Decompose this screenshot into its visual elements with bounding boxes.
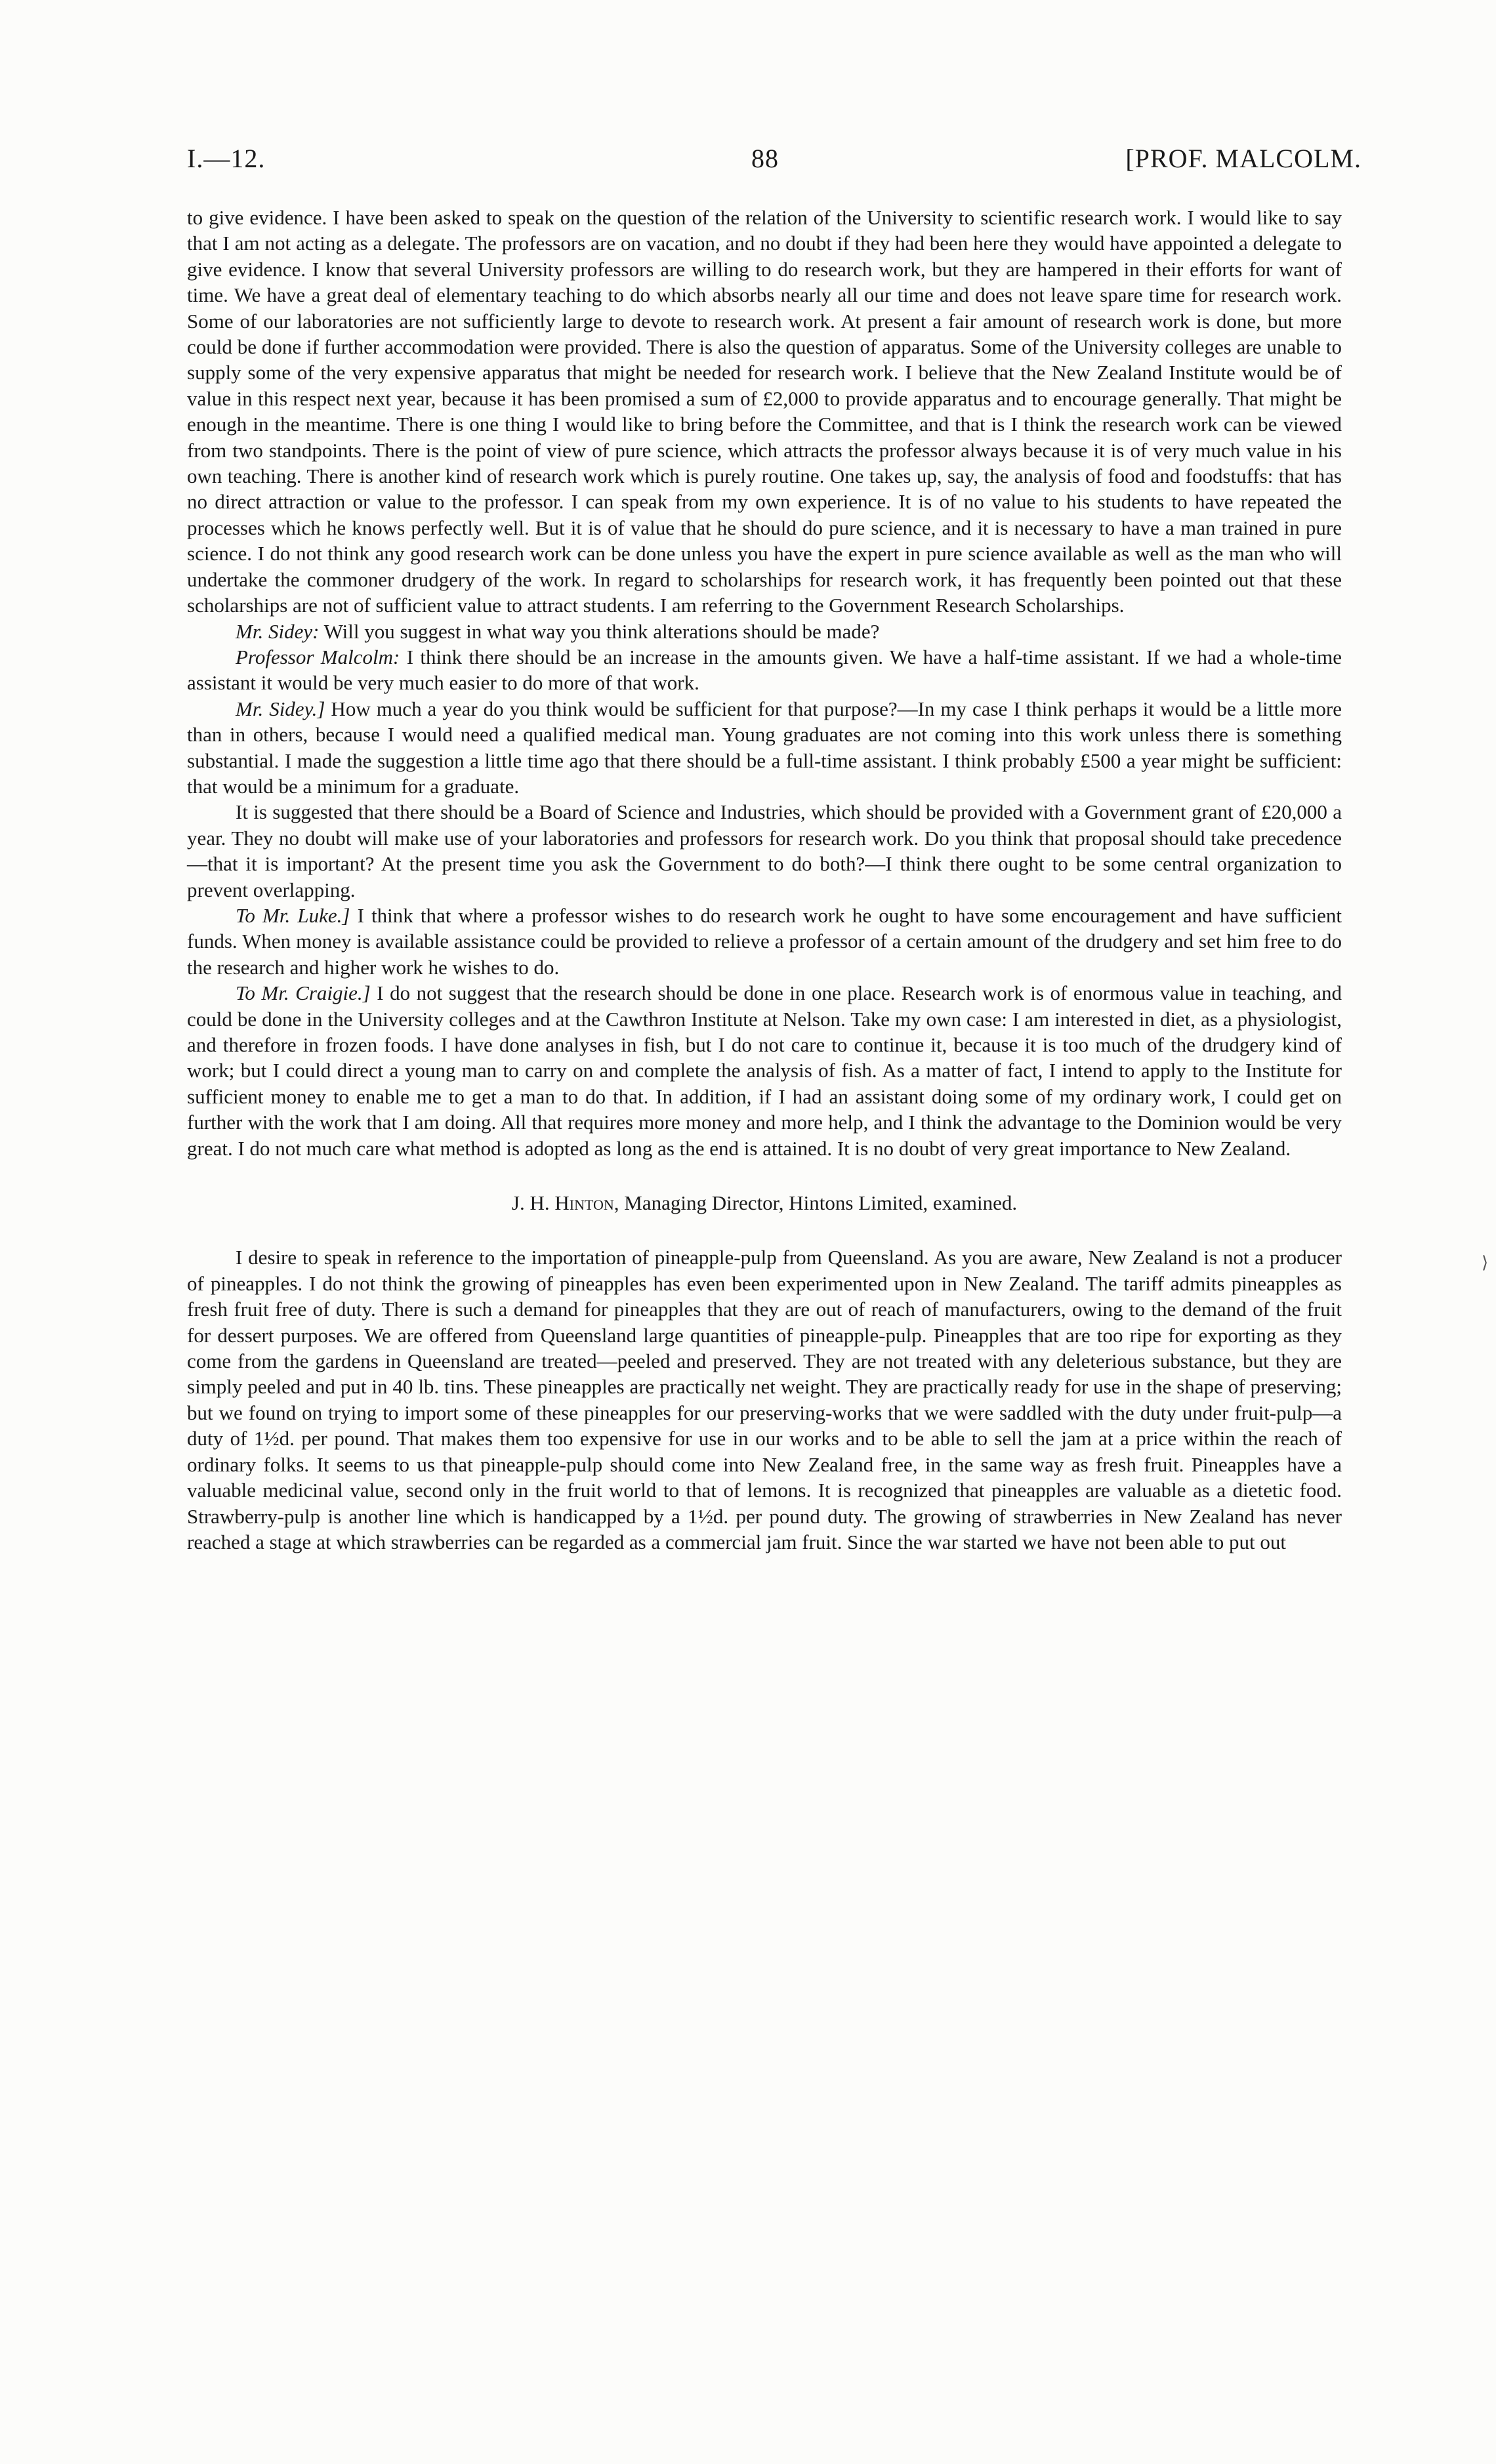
page-number: 88 <box>751 144 779 173</box>
paragraph-text: I do not suggest that the research should be done in one place. Research work is of enormous value in teaching, and could be done in the University colleges and at the Cawthron Institute at Nelson. Take my own case: I am interested in diet, as a physiologist, and therefore in frozen foods. I have done analyses in fish, but I do not care to continue it, because it is too much of the drudgery kind of work; but I could direct a young man to carry on and complete the analysis of fish. As a matter of fact, I intend to apply to the Institute for sufficient money to enable me to get a man to do that. In addition, if I had an assistant doing some of my ordinary work, I could get on further with the work that I am doing. All that requires more money and more help, and I think the advantage to the Dominion would be very great. I do not much care what method is adopted as long as the end is attained. It is no doubt of very great importance to New Zealand. <box>187 981 1342 1160</box>
speaker-label: Professor Malcolm: <box>236 645 400 668</box>
witness-heading <box>187 1190 1342 1216</box>
speaker-label: Mr. Sidey.] <box>236 697 325 720</box>
paragraph: I desire to speak in reference to the importation of pineapple-pulp from Queensland. As you are aware, New Zealand is not a producer of pineapples. I do not think the growing of pineapples has even been experimented upon in New Zealand. The tariff admits pineapples as fresh fruit free of duty. There is such a demand for pineapples that they are out of reach of manufacturers, owing to the demand of the fruit for dessert purposes. We are offered from Queensland large quantities of pineapple-pulp. Pineapples that are too ripe for exporting as they come from the gardens in Queensland are treated—peeled and preserved. They are not treated with any deleterious substance, but they are simply peeled and put in 40 lb. tins. These pineapples are practically net weight. They are practically ready for use in the shape of preserving; but we found on trying to import some of these pineapples for our preserving-works that we were saddled with the duty under fruit-pulp—a duty of 1½d. per pound. That makes them too expensive for use in our works and to be able to sell the jam at a price within the reach of ordinary folks. It seems to us that pineapple-pulp should come into New Zealand free, in the same way as fresh fruit. Pineapples have a valuable medicinal value, second only in the fruit world to that of lemons. It is recognized that pineapples are valuable as a dietetic food. Strawberry-pulp is another line which is handicapped by a 1½d. per pound duty. The growing of strawberries in New Zealand has never reached a stage at which strawberries can be regarded as a commercial jam fruit. Since the war started we have not been able to put out <box>187 1246 1342 1553</box>
body-text <box>187 205 1342 1555</box>
running-head: [PROF. MALCOLM. <box>1125 144 1361 173</box>
paragraph-text: How much a year do you think would be sufficient for that purpose?—In my case I think perhaps it would be a little more than in others, because I would need a qualified medical man. Young graduates are not coming into this work unless there is something substantial. I made the suggestion a little time ago that there should be a full-time assistant. I think probably £500 a year might be sufficient: that would be a minimum for a graduate. <box>187 697 1342 798</box>
paragraph: It is suggested that there should be a Board of Science and Industries, which should be provided with a Government grant of £20,000 a year. They no doubt will make use of your laboratories and professors for research work. Do you think that proposal should take precedence—that it is important? At the present time you ask the Government to do both?—I think there ought to be some central organization to prevent overlapping. <box>187 800 1342 901</box>
paragraph <box>187 980 1342 1161</box>
page-header <box>187 143 1361 176</box>
speaker-label: To Mr. Luke.] <box>236 903 350 927</box>
witness-name: J. H. Hinton <box>511 1191 614 1215</box>
paragraph-text: Will you suggest in what way you think alterations should be made? <box>319 619 880 643</box>
document-reference: I.—12. <box>187 144 266 173</box>
paragraph <box>187 903 1342 980</box>
speaker-label: To Mr. Craigie.] <box>236 981 371 1005</box>
paragraph: to give evidence. I have been asked to speak on the question of the relation of the University to scientific research work. I would like to say that I am not acting as a delegate. The professors are on vacation, and no doubt if they had been here they would have appointed a delegate to give evidence. I know that several University professors are willing to do research work, but they are hampered in their efforts for want of time. We have a great deal of elementary teaching to do which absorbs nearly all our time and does not leave spare time for research work. Some of our laboratories are not sufficiently large to devote to research work. At present a fair amount of research work is done, but more could be done if further accommodation were provided. There is also the question of apparatus. Some of the University colleges are unable to supply some of the very expensive apparatus that might be needed for research work. I believe that the New Zealand Institute would be of value in this respect next year, because it has been promised a sum of £2,000 to provide apparatus and to encourage generally. That might be enough in the meantime. There is one thing I would like to bring before the Committee, and that is I think the research work can be viewed from two standpoints. There is the point of view of pure science, which attracts the professor always because it is of very much value in his own teaching. There is another kind of research work which is purely routine. One takes up, say, the analysis of food and foodstuffs: that has no direct attraction or value to the professor. I can speak from my own experience. It is of no value to his students to have repeated the processes which he knows perfectly well. But it is of value that he should do pure science, and it is necessary to have a man trained in pure science. I do not think any good research work can be done unless you have the expert in pure science available as well as the man who will undertake the commoner drudgery of the work. In regard to scholarships for research work, it has frequently been pointed out that these scholarships are not of sufficient value to attract students. I am referring to the Government Research Scholarships. <box>187 206 1342 617</box>
paragraph <box>187 644 1342 696</box>
paragraph-text: I think that where a professor wishes to do research work he ought to have some encouragement and have sufficient funds. When money is available assistance could be provided to relieve a professor of a certain amount of the drudgery and set him free to do the research and higher work he wishes to do. <box>187 903 1342 979</box>
speaker-label: Mr. Sidey: <box>236 619 320 643</box>
paragraph-text: I think there should be an increase in the amounts given. We have a half-time assistant. If we had a whole-time assistant it would be very much easier to do more of that work. <box>187 645 1342 695</box>
margin-mark: ⟩ <box>1482 1253 1489 1272</box>
paragraph <box>187 619 1342 644</box>
paragraph <box>187 696 1342 800</box>
witness-description: , Managing Director, Hintons Limited, examined. <box>613 1191 1018 1215</box>
